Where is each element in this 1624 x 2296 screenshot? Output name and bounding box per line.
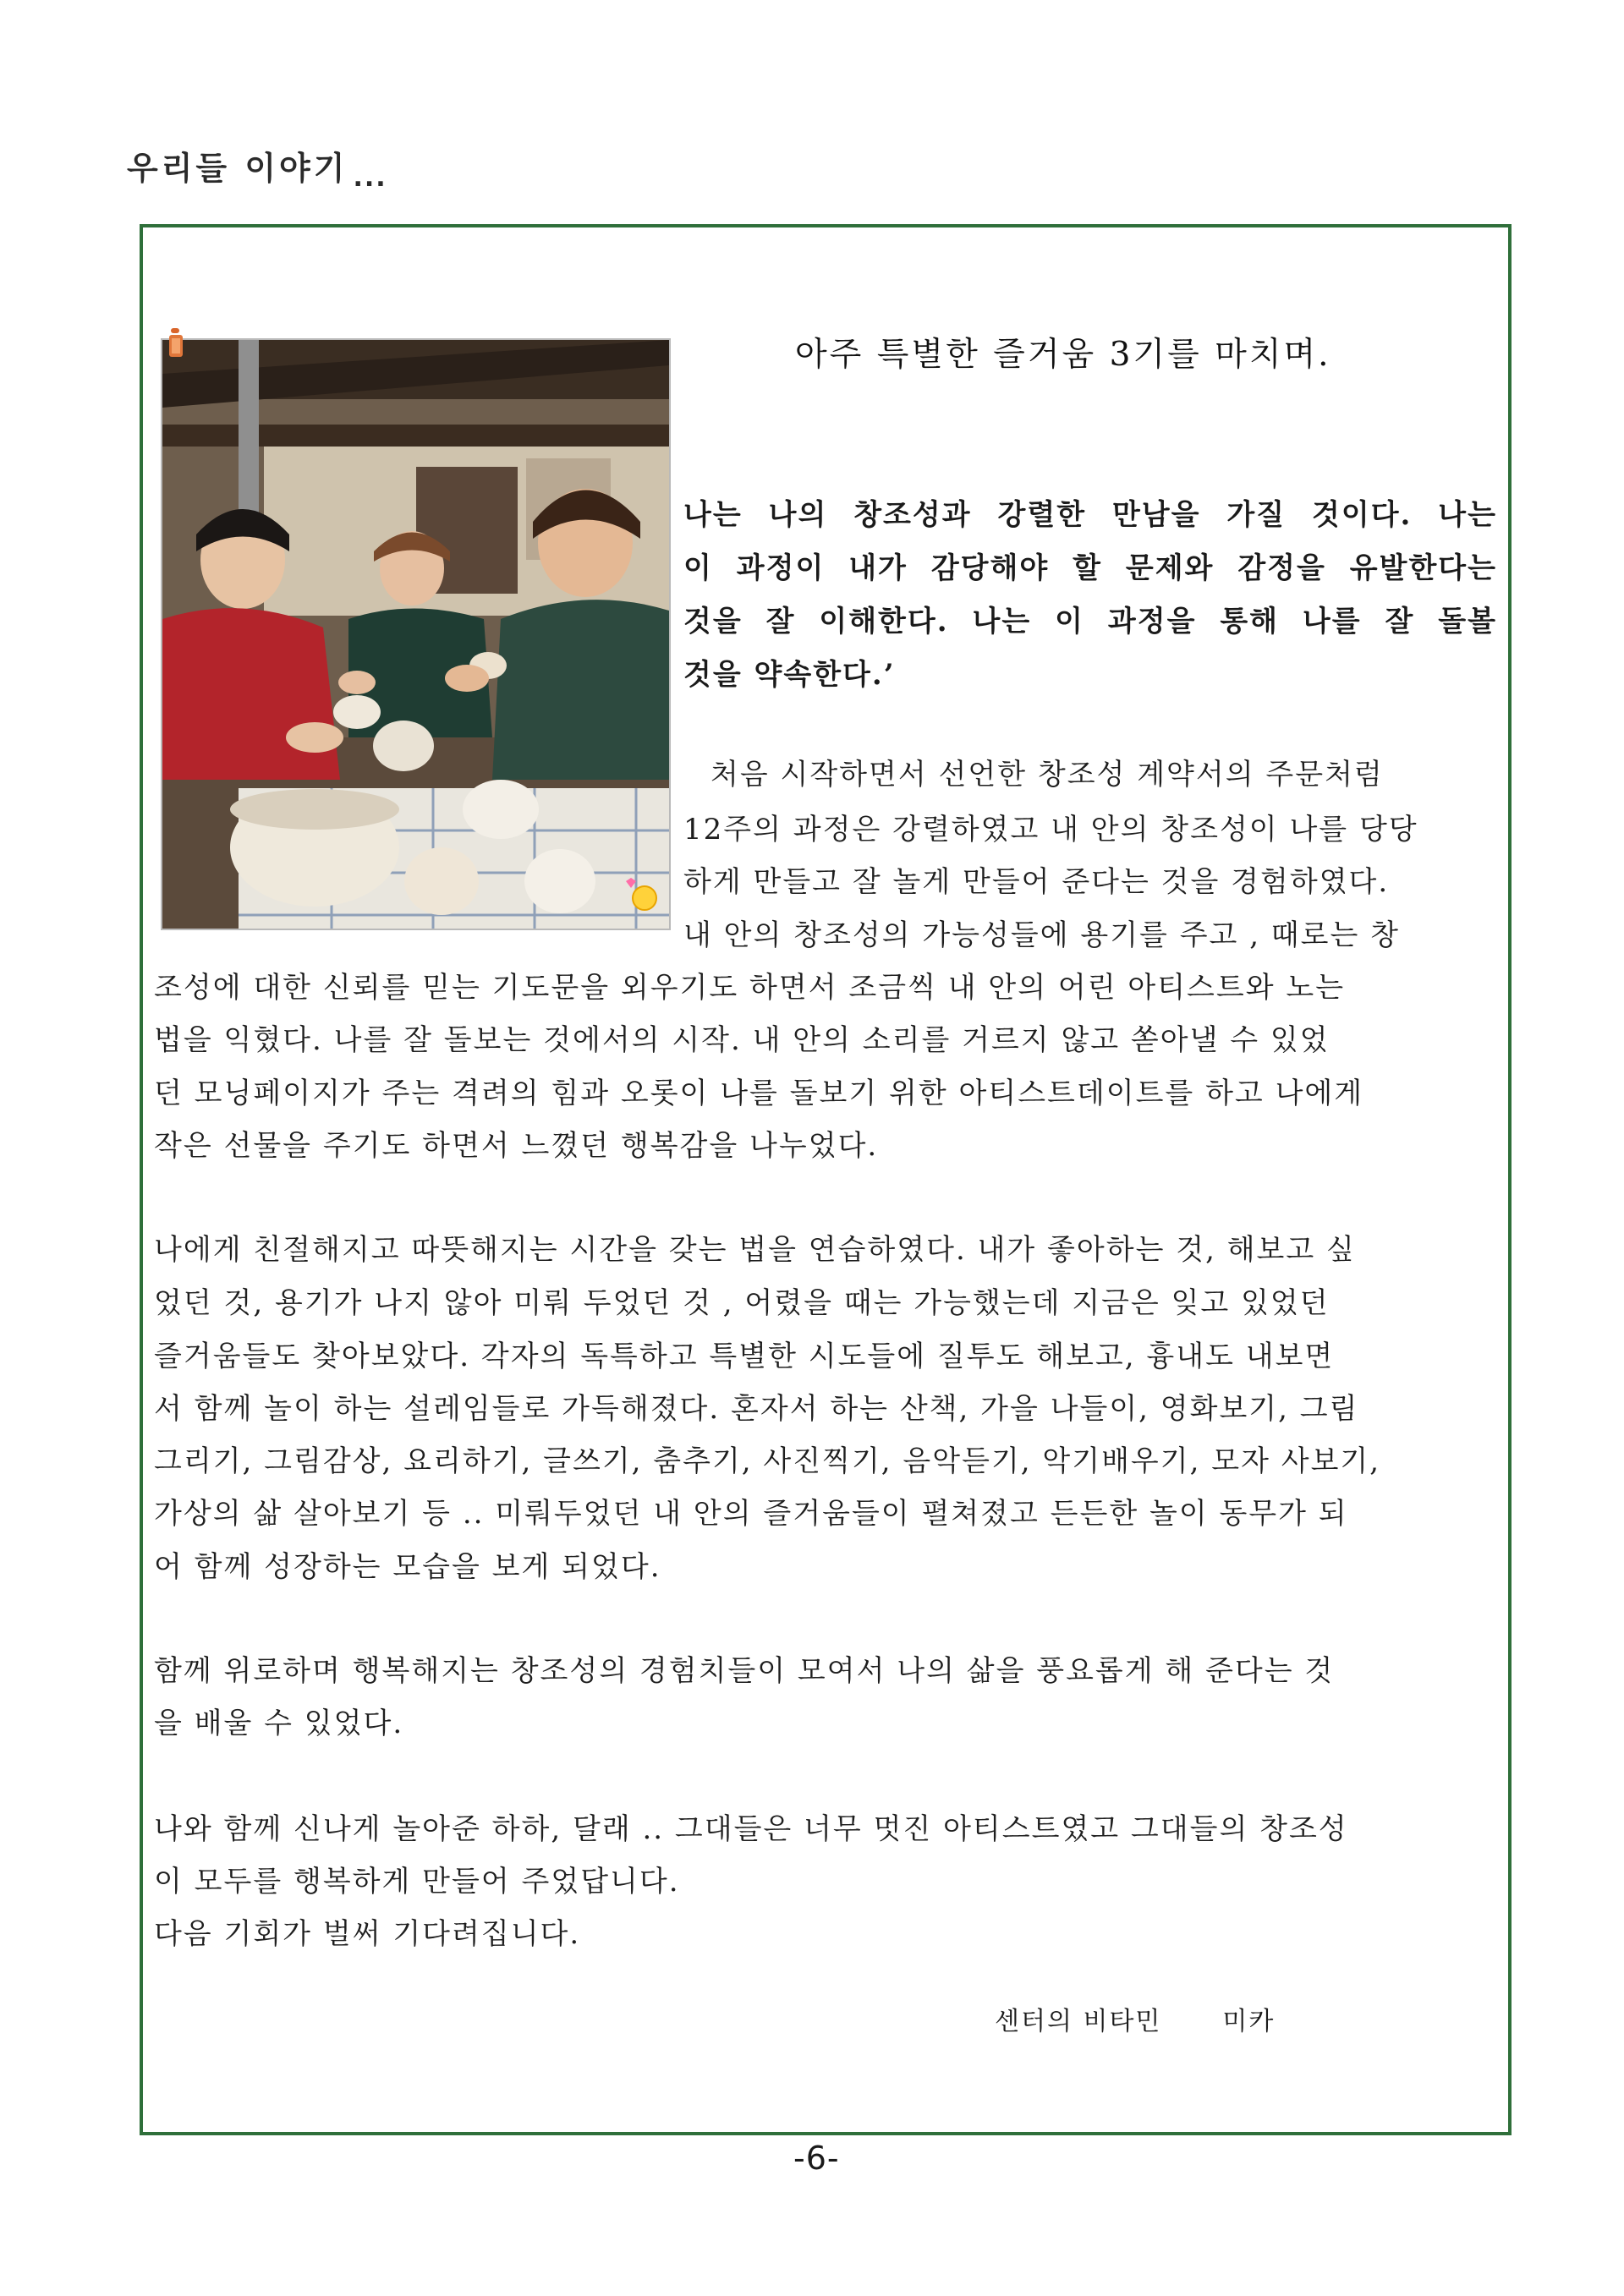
section-dots: ... (353, 163, 387, 193)
signature-name: 미카 (1222, 2007, 1276, 2036)
oath-line: 나는 나의 창조성과 강렬한 만남을 가질 것이다. 나는 (683, 498, 1497, 532)
paragraph-line: 조성에 대한 신뢰를 믿는 기도문을 외우기도 하면서 조금씩 내 안의 어린 아티스트와 노는 (154, 971, 1346, 1005)
signature (995, 2000, 1275, 2037)
paragraph-line: 12주의 과정은 강렬하였고 내 안의 창조성이 나를 당당 (683, 813, 1418, 847)
oath-paragraph (683, 489, 1497, 702)
paragraph-line: 이 모두를 행복하게 만들어 주었답니다. (154, 1865, 680, 1899)
paragraph-line: 작은 선물을 주기도 하면서 느꼈던 행복감을 나누었다. (154, 1129, 879, 1163)
paragraph-line: 어 함께 성장하는 모습을 보게 되었다. (154, 1550, 661, 1584)
paragraph-line: 내 안의 창조성의 가능성들에 용기를 주고 , 때로는 창 (683, 918, 1400, 952)
paragraph-line: 었던 것, 용기가 나지 않아 미뤄 두었던 것 , 어렸을 때는 가능했는데 지금은 잊고 있었던 (154, 1286, 1330, 1320)
paragraph-line: 을 배울 수 있었다. (154, 1707, 404, 1740)
pin-icon (166, 328, 186, 359)
oath-line: 것을 약속한다.’ (683, 658, 896, 692)
paragraph-line: 나와 함께 신나게 놀아준 하하, 달래 .. 그대들은 너무 멋진 아티스트였고 그대들의 창조성 (154, 1812, 1348, 1846)
paragraph-line: 법을 익혔다. 나를 잘 돌보는 것에서의 시작. 내 안의 소리를 거르지 않고 쏟아낼 수 있었 (154, 1023, 1330, 1057)
section-title: 우리들 이야기 (127, 150, 348, 187)
section-header (127, 142, 387, 193)
paragraph-line: 다음 기회가 벌써 기다려집니다. (154, 1917, 581, 1951)
paragraph-line: 하게 만들고 잘 놀게 만들어 준다는 것을 경험하였다. (683, 865, 1390, 899)
paragraph-line: 함께 위로하며 행복해지는 창조성의 경험치들이 모여서 나의 삶을 풍요롭게 해 준다는 것 (154, 1654, 1335, 1688)
group-photo (161, 338, 671, 930)
paragraph-line: 서 함께 놀이 하는 설레임들로 가득해졌다. 혼자서 하는 산책, 가을 나들이, 영화보기, 그림 (154, 1392, 1359, 1426)
oath-line: 것을 잘 이해한다. 나는 이 과정을 통해 나를 잘 돌볼 (683, 605, 1497, 638)
paragraph-line: 가상의 삶 살아보기 등 .. 미뤄두었던 내 안의 즐거움들이 펼쳐졌고 든든한 놀이 동무가 되 (154, 1497, 1348, 1531)
signature-role: 센터의 비타민 (995, 2007, 1162, 2036)
paragraph-line: 처음 시작하면서 선언한 창조성 계약서의 주문처럼 (710, 758, 1384, 792)
page-number: -6- (793, 2140, 840, 2177)
paragraph-line: 나에게 친절해지고 따뜻해지는 시간을 갖는 법을 연습하였다. 내가 좋아하는 것, 해보고 싶 (154, 1233, 1356, 1267)
oath-line: 이 과정이 내가 감당해야 할 문제와 감정을 유발한다는 (683, 551, 1497, 585)
paragraph-line: 던 모닝페이지가 주는 격려의 힘과 오롯이 나를 돌보기 위한 아티스트데이트를 하고 나에게 (154, 1077, 1364, 1110)
article-title: 아주 특별한 즐거움 3기를 마치며. (795, 336, 1331, 374)
paragraph-line: 그리기, 그림감상, 요리하기, 글쓰기, 춤추기, 사진찍기, 음악듣기, 악기배우기, 모자 사보기, (154, 1444, 1381, 1478)
paragraph-line: 즐거움들도 찾아보았다. 각자의 독특하고 특별한 시도들에 질투도 해보고, 흉내도 내보면 (154, 1340, 1335, 1373)
